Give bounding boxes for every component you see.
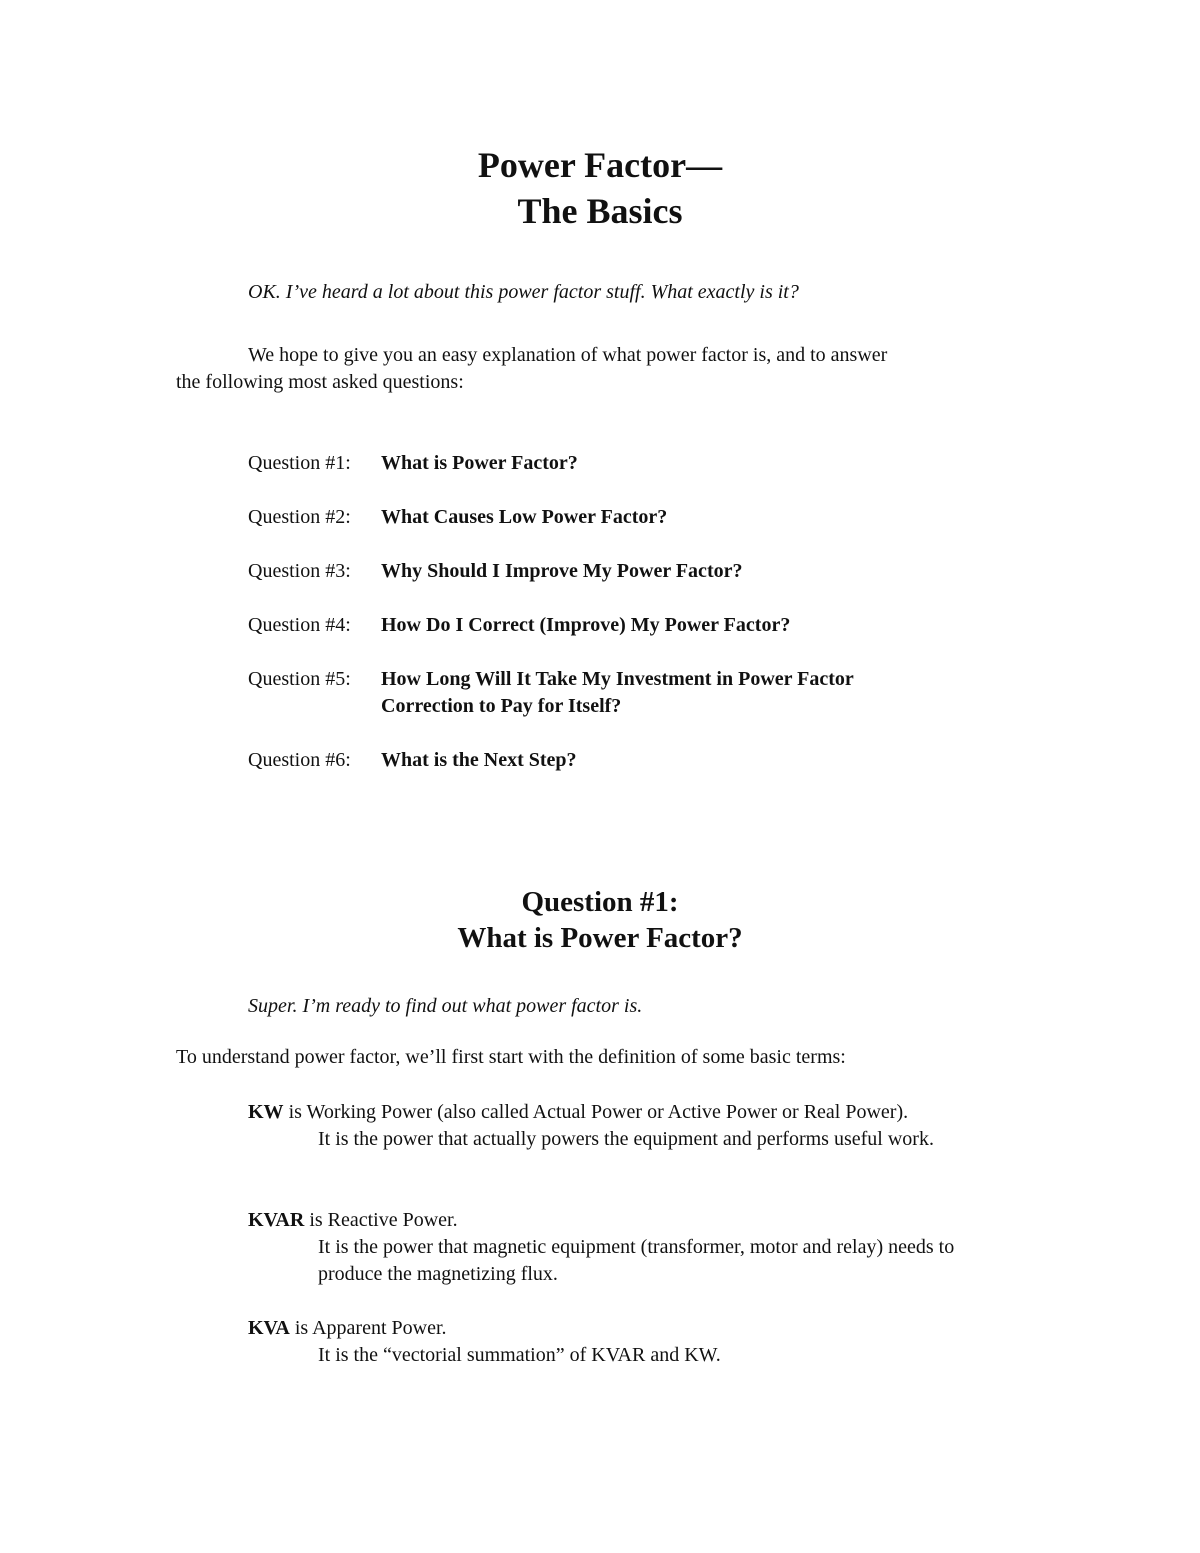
term-name: KW	[248, 1101, 284, 1123]
term-name: KVA	[248, 1317, 290, 1339]
question-text: What Causes Low Power Factor?	[381, 506, 668, 528]
intro-paragraph-line-1: We hope to give you an easy explanation of what power factor is, and to answer	[248, 344, 888, 366]
term-definition: is Reactive Power.	[304, 1209, 458, 1231]
term-kvar	[248, 1207, 1048, 1288]
document-title	[0, 142, 1200, 234]
section-lead-question: Super. I’m ready to find out what power factor is.	[248, 995, 643, 1017]
term-heading	[248, 1315, 1048, 1342]
intro-question: OK. I’ve heard a lot about this power factor stuff. What exactly is it?	[248, 281, 799, 303]
section-heading-line-2: What is Power Factor?	[457, 922, 743, 954]
term-name: KVAR	[248, 1209, 305, 1231]
question-label: Question #6:	[248, 749, 351, 771]
term-definition: is Apparent Power.	[289, 1317, 447, 1339]
question-label: Question #2:	[248, 506, 351, 528]
term-kva	[248, 1315, 1048, 1369]
title-line-1: Power Factor—	[477, 145, 723, 185]
section-heading-line-1: Question #1:	[521, 886, 679, 918]
question-text: Why Should I Improve My Power Factor?	[381, 560, 743, 582]
term-heading	[248, 1207, 1048, 1234]
term-detail: It is the power that magnetic equipment (transformer, motor and relay) needs to produce the magnetizing flux.	[318, 1236, 955, 1285]
intro-paragraph-line-2: the following most asked questions:	[176, 371, 464, 393]
question-label: Question #3:	[248, 560, 351, 582]
question-text: What is the Next Step?	[381, 749, 577, 771]
term-detail: It is the power that actually powers the equipment and performs useful work.	[318, 1128, 934, 1150]
term-detail: It is the “vectorial summation” of KVAR and KW.	[318, 1344, 721, 1366]
question-label: Question #5:	[248, 668, 351, 690]
question-text: What is Power Factor?	[381, 452, 578, 474]
question-text: How Do I Correct (Improve) My Power Factor?	[381, 614, 791, 636]
section-heading	[0, 884, 1200, 956]
question-label: Question #4:	[248, 614, 351, 636]
question-text: How Long Will It Take My Investment in Power Factor Correction to Pay for Itself?	[381, 668, 854, 717]
title-line-2: The Basics	[517, 191, 683, 231]
term-kw	[248, 1099, 1048, 1153]
intro-paragraph	[176, 342, 1036, 396]
term-definition: is Working Power (also called Actual Power or Active Power or Real Power).	[283, 1101, 909, 1123]
question-label: Question #1:	[248, 452, 351, 474]
term-heading	[248, 1099, 1048, 1126]
section-intro: To understand power factor, we’ll first start with the definition of some basic terms:	[176, 1046, 846, 1068]
